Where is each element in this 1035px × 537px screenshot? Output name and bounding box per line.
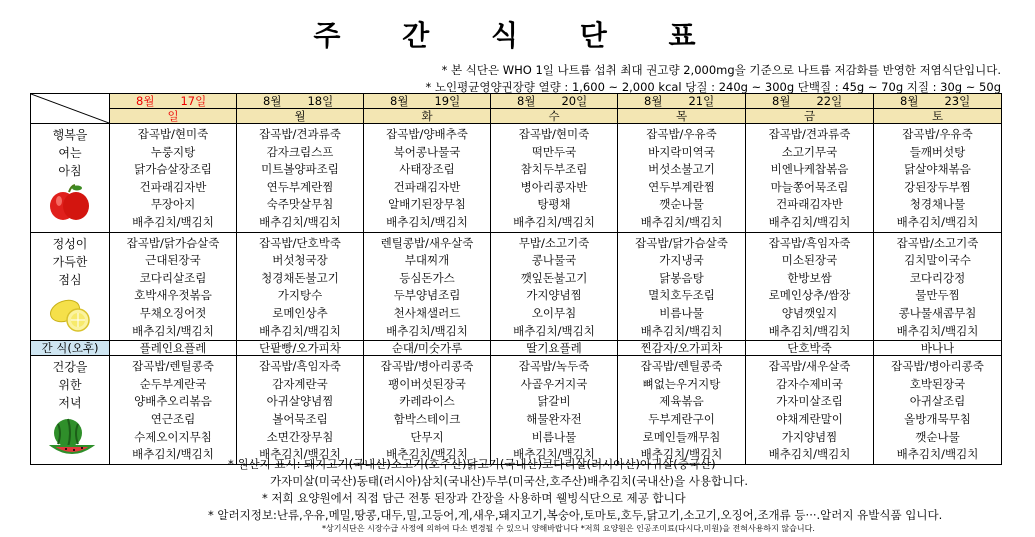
weekday-cell: 일 [110, 109, 237, 124]
snack-cell: 플레인요플레 [110, 341, 237, 356]
dinner-day-cell: 잡곡밥/병아리콩죽 호박된장국 아귀살조림 올방개묵무침 깻순나물 배추김치/백김치 [874, 356, 1002, 465]
disclaimer: *상기식단은 시장수급 사정에 의하여 다소 변경될 수 있으니 양해바랍니다 *저희 요양원은 인공조미료(다시다,미원)을 전혀사용하지 않습니다. [322, 524, 815, 533]
date-cell: 8월 21일 [618, 94, 746, 109]
weekday-cell: 금 [746, 109, 874, 124]
weekday-cell: 토 [874, 109, 1002, 124]
weekday-cell: 목 [618, 109, 746, 124]
lunch-day-cell: 렌틸콩밥/새우살죽 부대찌개 등심돈가스 두부양념조림 천사채샐러드 배추김치/백김치 [364, 232, 491, 341]
dinner-day-cell: 잡곡밥/녹두죽 사골우거지국 닭갈비 해물완자전 비름나물 배추김치/백김치 [491, 356, 618, 465]
dinner-label: 건강을 위한 저녁 [31, 356, 110, 465]
lunch-day-cell: 잡곡밥/흑임자죽 미소된장국 한방보쌈 로메인상추/쌈장 양념깻잎지 배추김치/백김치 [746, 232, 874, 341]
lemon-icon [31, 293, 109, 311]
breakfast-day-cell: 잡곡밥/견과류죽 감자크림스프 미트볼양파조림 연두부계란찜 숙주맛살무침 배추김치/백김치 [237, 124, 364, 233]
weekday-cell: 월 [237, 109, 364, 124]
snack-cell: 단팥빵/오가피차 [237, 341, 364, 356]
lunch-day-cell: 잡곡밥/닭가슴살죽 근대된장국 코다리살조림 호박새우젓볶음 무채오징어젓 배추김치/백김치 [110, 232, 237, 341]
sodium-note: * 본 식단은 WHO 1일 나트륨 섭취 최대 권고량 2,000mg을 기준으로 나트륨 저감화를 반영한 저염식단입니다. [441, 63, 1001, 77]
lunch-day-cell: 무밥/소고기죽 콩나물국 깻잎돈불고기 가지양념찜 오이무침 배추김치/백김치 [491, 232, 618, 341]
breakfast-label: 행복을 여는 아침 [31, 124, 110, 233]
nutrition-note: * 노인평균영양권장량 열량 : 1,600 ~ 2,000 kcal 당질 : 240g ~ 300g 단백질 : 45g ~ 70g 지질 : 30g ~ 50g [425, 80, 1001, 94]
dinner-day-cell: 잡곡밥/렌틸콩죽 뼈없는우거지탕 제육볶음 두부계란구이 로메인들깨무침 배추김치/백김치 [618, 356, 746, 465]
watermelon-icon [31, 416, 109, 434]
dinner-day-cell: 잡곡밥/흑임자죽 감자계란국 아귀살양념찜 볼어묵조림 소면간장무침 배추김치/백김치 [237, 356, 364, 465]
date-cell: 8월 17일 [110, 94, 237, 109]
snack-cell: 딸기요플레 [491, 341, 618, 356]
breakfast-day-cell: 잡곡밥/양배추죽 북어콩나물국 사태장조림 건파래김자반 알배기된장무침 배추김치/백김치 [364, 124, 491, 233]
weekday-cell: 수 [491, 109, 618, 124]
snack-label: 간 식(오후) [31, 341, 110, 356]
origin-line-2: 가자미살(미국산)동태(러시아)삼치(국내산)두부(미국산,호주산)배추김치(국내산)을 사용합니다. [270, 474, 748, 488]
weekly-menu-table [30, 93, 1002, 465]
breakfast-day-cell: 잡곡밥/현미죽 떡만두국 참치두부조림 병아리콩자반 탕평채 배추김치/백김치 [491, 124, 618, 233]
breakfast-day-cell: 잡곡밥/우유죽 바지락미역국 버섯소불고기 연두부계란찜 깻순나물 배추김치/백김치 [618, 124, 746, 233]
breakfast-day-cell: 잡곡밥/현미죽 누룽지탕 닭가슴살장조림 건파래김자반 무장아지 배추김치/백김치 [110, 124, 237, 233]
date-cell: 8월 20일 [491, 94, 618, 109]
date-cell: 8월 23일 [874, 94, 1002, 109]
allergy-info: * 알러지정보:난류,우유,메밀,땅콩,대두,밀,고등어,게,새우,돼지고기,복숭아,토마토,호두,닭고기,소고기,오징어,조개류 등···.알러지 유발식품 입니다. [208, 508, 943, 522]
header-corner-cell [31, 94, 110, 124]
diagonal-divider [31, 94, 109, 123]
date-cell: 8월 18일 [237, 94, 364, 109]
date-cell: 8월 22일 [746, 94, 874, 109]
snack-cell: 순대/미숫가루 [364, 341, 491, 356]
snack-cell: 단호박죽 [746, 341, 874, 356]
lunch-day-cell: 잡곡밥/단호박죽 버섯청국장 청경채돈불고기 가지탕수 로메인상추 배추김치/백김치 [237, 232, 364, 341]
dinner-day-cell: 잡곡밥/렌틸콩죽 순두부계란국 양배추오리볶음 연근조림 수제오이지무침 배추김치/백김치 [110, 356, 237, 465]
sauce-notice: * 저희 요양원에서 직접 담근 전통 된장과 간장을 사용하며 웰빙식단으로 제공 합니다 [262, 491, 686, 505]
dinner-day-cell: 잡곡밥/새우살죽 감자수제비국 가자미살조림 야채계란말이 가지양념찜 배추김치/백김치 [746, 356, 874, 465]
snack-cell: 찐감자/오가피차 [618, 341, 746, 356]
apple-icon [31, 184, 109, 202]
origin-line-1: * 원산지 표시: 돼지고기(국내산)소고기(호주산)닭고기(국내산)코다리살(러시아산)아귀살(중국산) [228, 457, 716, 471]
dinner-day-cell: 잡곡밥/병아리콩죽 팽이버섯된장국 카레라이스 함박스테이크 단무지 배추김치/백김치 [364, 356, 491, 465]
lunch-day-cell: 잡곡밥/소고기죽 김치말이국수 코다리강정 물만두찜 콩나물새콤무침 배추김치/백김치 [874, 232, 1002, 341]
date-cell: 8월 19일 [364, 94, 491, 109]
weekday-cell: 화 [364, 109, 491, 124]
lunch-day-cell: 잡곡밥/닭가슴살죽 가지냉국 닭봉음탕 멸치호두조림 비름나물 배추김치/백김치 [618, 232, 746, 341]
snack-cell: 바나나 [874, 341, 1002, 356]
page-title: 주 간 식 단 표 [313, 19, 722, 52]
breakfast-day-cell: 잡곡밥/견과류죽 소고기무국 비엔나케찹볶음 마늘쫑어묵조림 건파래김자반 배추김치/백김치 [746, 124, 874, 233]
breakfast-day-cell: 잡곡밥/우유죽 들깨버섯탕 닭살야채볶음 강된장두부찜 청경채나물 배추김치/백김치 [874, 124, 1002, 233]
lunch-label: 정성이 가득한 점심 [31, 232, 110, 341]
